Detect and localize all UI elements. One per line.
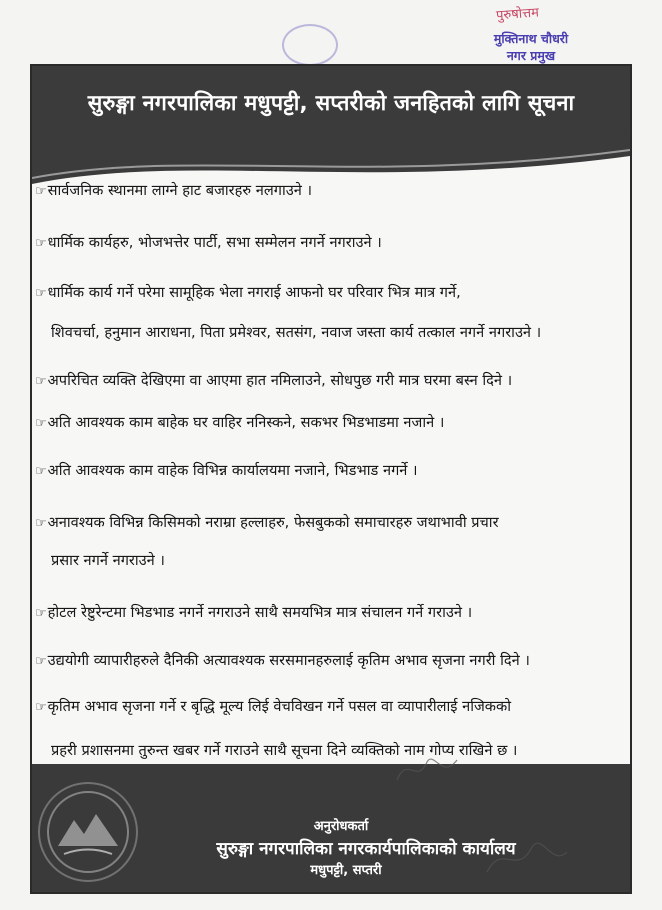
requested-by-label: अनुरोधकर्ता [313, 819, 369, 834]
notice-item-continued [35, 740, 627, 762]
notice-item [35, 696, 627, 719]
notice-item [35, 460, 627, 483]
notice-item [35, 602, 627, 625]
notice-text: अति आवश्यक काम बाहेक घर वाहिर ननिस्कने, सकभर भिडभाडमा नजाने । [47, 414, 445, 431]
pointing-hand-icon: ☞ [35, 416, 47, 431]
notice-text: होटल रेष्टुरेन्टमा भिडभाड नगर्ने नगराउने साथै समयभित्र मात्र संचालन गर्ने गराउने । [47, 604, 473, 621]
pointing-hand-icon: ☞ [35, 606, 47, 621]
notice-text: शिवचर्चा, हनुमान आराधना, पिता प्रमेश्वर, सतसंग, नवाज जस्ता कार्य तत्काल नगर्ने नगराउने । [51, 324, 542, 341]
handwritten-signature: पुरुषोत्तम [495, 5, 540, 24]
notice-text: अति आवश्यक काम वाहेक विभिन्न कार्यालयमा नजाने, भिडभाड नगर्ने । [47, 462, 418, 479]
notice-item-continued [35, 322, 627, 344]
notice-item [35, 370, 627, 393]
notice-frame [30, 64, 632, 894]
notice-text: अनावश्यक विभिन्न किसिमको नराम्रा हल्लाहरु, फेसबुकको समाचारहरु जथाभावी प्रचार [47, 514, 499, 531]
notice-text: धार्मिक कार्यहरु, भोजभत्तेर पार्टी, सभा सम्मेलन नगर्ने नगराउने । [47, 234, 382, 251]
office-place: मधुपट्टी, सप्तरी [310, 863, 382, 878]
notice-list [32, 176, 630, 774]
notice-text: कृतिम अभाव सृजना गर्ने र बृद्धि मूल्य लिई वेचविखन गर्ने पसल वा व्यापारीलाई नजिकको [47, 698, 512, 715]
notice-item [35, 180, 627, 203]
notice-text: अपरिचित व्यक्ति देखिएमा वा आएमा हात नमिलाउने, सोधपुछ गरी मात्र घरमा बस्न दिने । [47, 372, 513, 389]
pointing-hand-icon: ☞ [35, 654, 47, 669]
handwritten-signature [392, 750, 462, 790]
round-seal-icon [282, 24, 338, 66]
notice-text: उद्ययोगी व्यापारीहरुले दैनिकी अत्यावश्यक सरसमानहरुलाई कृतिम अभाव सृजना नगरी दिने । [47, 652, 530, 669]
notice-item [35, 650, 627, 673]
pointing-hand-icon: ☞ [35, 184, 47, 199]
notice-item [35, 512, 627, 535]
mayor-post: नगर प्रमुख [506, 48, 556, 63]
notice-footer [32, 764, 630, 892]
notice-item [35, 412, 627, 435]
pointing-hand-icon: ☞ [35, 236, 47, 251]
mayor-name: मुक्तिनाथ चौधरी [493, 31, 569, 46]
mayor-stamp [456, 5, 606, 64]
notice-text: प्रसार नगर्ने नगराउने । [51, 552, 165, 569]
notice-title: सुरुङ्गा नगरपालिका मधुपट्टी, सप्तरीको जनहितको लागि सूचना [87, 91, 575, 116]
notice-item [35, 282, 627, 305]
notice-text: सार्वजनिक स्थानमा लाग्ने हाट बजारहरु नलगाउने । [47, 182, 313, 199]
notice-text: धार्मिक कार्य गर्ने परेमा सामूहिक भेला नगराई आफनो घर परिवार भित्र मात्र गर्ने, [47, 284, 461, 301]
notice-text: प्रहरी प्रशासनमा तुरुन्त खबर गर्ने गराउने साथै सूचना दिने व्यक्तिको नाम गोप्य राखिने छ । [51, 742, 518, 759]
office-name: सुरुङ्गा नगरपालिका नगरकार्यपालिकाको कार्यालय [216, 839, 516, 859]
notice-item [35, 232, 627, 255]
pointing-hand-icon: ☞ [35, 464, 47, 479]
pointing-hand-icon: ☞ [35, 286, 47, 301]
pointing-hand-icon: ☞ [35, 516, 47, 531]
pointing-hand-icon: ☞ [35, 374, 47, 389]
notice-item-continued [35, 550, 627, 572]
pointing-hand-icon: ☞ [35, 700, 47, 715]
